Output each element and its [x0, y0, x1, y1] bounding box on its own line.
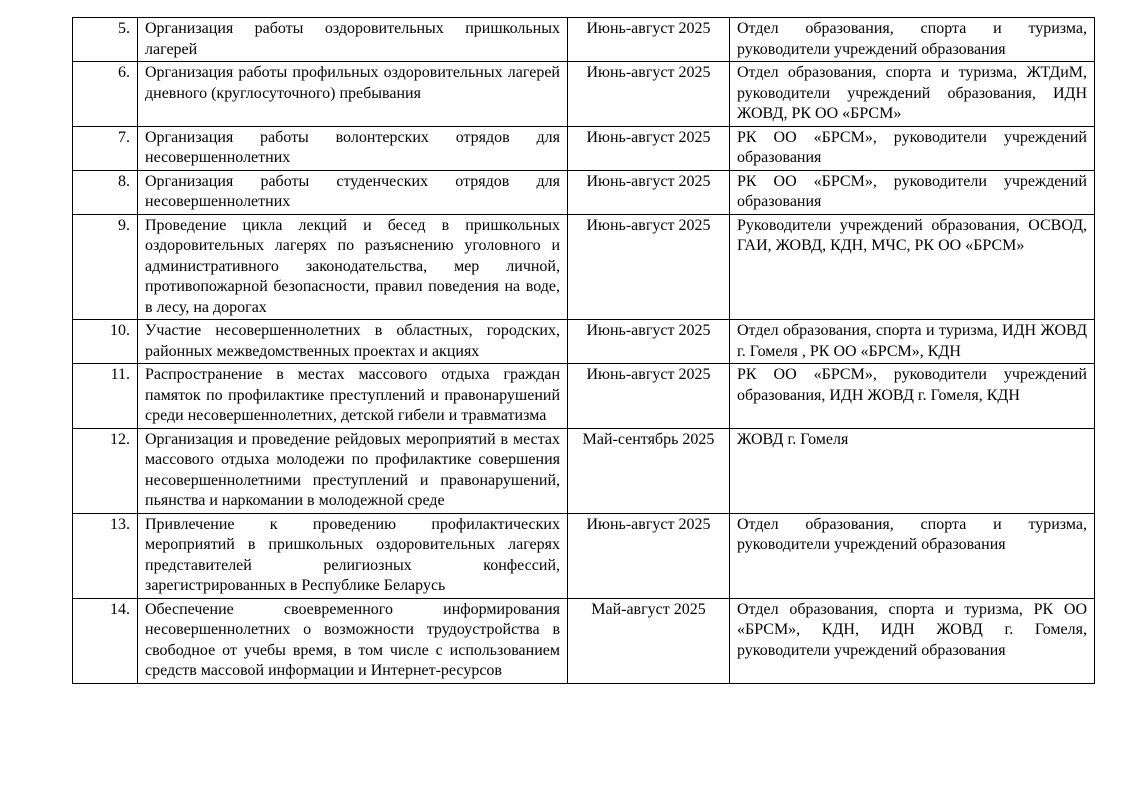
term-cell: Июнь-август 2025 [568, 126, 730, 170]
row-number: 14. [73, 598, 138, 683]
row-number: 8. [73, 170, 138, 214]
responsible-cell: РК ОО «БРСМ», руководители учреждений образования [730, 170, 1095, 214]
responsible-cell: Отдел образования, спорта и туризма, ИДН ЖОВД г. Гомеля , РК ОО «БРСМ», КДН [730, 320, 1095, 364]
activity-cell: Организация работы студенческих отрядов для несовершеннолетних [138, 170, 568, 214]
table-row [73, 126, 1095, 170]
responsible-cell: Отдел образования, спорта и туризма, руководители учреждений образования [730, 18, 1095, 62]
activity-cell: Обеспечение своевременного информирования несовершеннолетних о возможности трудоустройства в свободное от учебы время, в том числе с использованием средств массовой информации и Интернет-ресурсов [138, 598, 568, 683]
table-row [73, 18, 1095, 62]
document-page [72, 17, 1094, 684]
row-number: 10. [73, 320, 138, 364]
row-number: 12. [73, 428, 138, 513]
table-row [73, 364, 1095, 429]
term-cell: Май-август 2025 [568, 598, 730, 683]
activity-plan-table [72, 17, 1095, 684]
row-number: 5. [73, 18, 138, 62]
term-cell: Июнь-август 2025 [568, 364, 730, 429]
activity-cell: Организация работы профильных оздоровительных лагерей дневного (круглосуточного) пребывания [138, 62, 568, 127]
term-cell: Май-сентябрь 2025 [568, 428, 730, 513]
table-row [73, 598, 1095, 683]
responsible-cell: ЖОВД г. Гомеля [730, 428, 1095, 513]
responsible-cell: РК ОО «БРСМ», руководители учреждений образования [730, 126, 1095, 170]
responsible-cell: Отдел образования, спорта и туризма, руководители учреждений образования [730, 513, 1095, 598]
table-row [73, 428, 1095, 513]
term-cell: Июнь-август 2025 [568, 513, 730, 598]
activity-cell: Привлечение к проведению профилактических мероприятий в пришкольных оздоровительных лагерях представителей религиозных конфессий, зарегистрированных в Республике Беларусь [138, 513, 568, 598]
responsible-cell: Отдел образования, спорта и туризма, ЖТДиМ, руководители учреждений образования, ИДН ЖОВД, РК ОО «БРСМ» [730, 62, 1095, 127]
activity-cell: Участие несовершеннолетних в областных, городских, районных межведомственных проектах и акциях [138, 320, 568, 364]
table-row [73, 170, 1095, 214]
responsible-cell: Отдел образования, спорта и туризма, РК ОО «БРСМ», КДН, ИДН ЖОВД г. Гомеля, руководители учреждений образования [730, 598, 1095, 683]
responsible-cell: РК ОО «БРСМ», руководители учреждений образования, ИДН ЖОВД г. Гомеля, КДН [730, 364, 1095, 429]
row-number: 6. [73, 62, 138, 127]
table-row [73, 320, 1095, 364]
activity-cell: Организация работы волонтерских отрядов для несовершеннолетних [138, 126, 568, 170]
responsible-cell: Руководители учреждений образования, ОСВОД, ГАИ, ЖОВД, КДН, МЧС, РК ОО «БРСМ» [730, 214, 1095, 320]
row-number: 9. [73, 214, 138, 320]
term-cell: Июнь-август 2025 [568, 62, 730, 127]
activity-cell: Проведение цикла лекций и бесед в пришкольных оздоровительных лагерях по разъяснению уголовного и административного законодательства, мер личной, противопожарной безопасности, правил поведения на воде, в лесу, на дорогах [138, 214, 568, 320]
table-row [73, 513, 1095, 598]
row-number: 7. [73, 126, 138, 170]
term-cell: Июнь-август 2025 [568, 320, 730, 364]
activity-cell: Организация работы оздоровительных пришкольных лагерей [138, 18, 568, 62]
table-row [73, 62, 1095, 127]
activity-cell: Распространение в местах массового отдыха граждан памяток по профилактике преступлений и правонарушений среди несовершеннолетних, детской гибели и травматизма [138, 364, 568, 429]
table-row [73, 214, 1095, 320]
term-cell: Июнь-август 2025 [568, 170, 730, 214]
activity-cell: Организация и проведение рейдовых мероприятий в местах массового отдыха молодежи по профилактике совершения несовершеннолетними преступлений и правонарушений, пьянства и наркомании в молодежной среде [138, 428, 568, 513]
row-number: 11. [73, 364, 138, 429]
row-number: 13. [73, 513, 138, 598]
term-cell: Июнь-август 2025 [568, 18, 730, 62]
term-cell: Июнь-август 2025 [568, 214, 730, 320]
